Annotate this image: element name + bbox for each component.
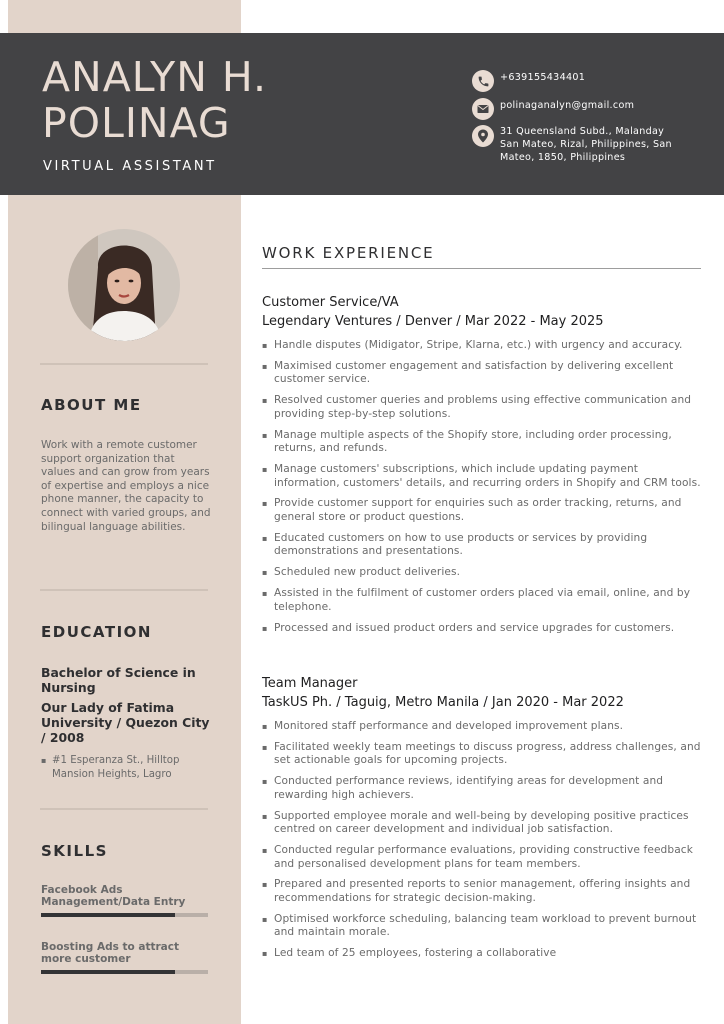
postal-address: 31 Queensland Subd., Malanday San Mateo, Rizal, Philippines, San Mateo, 1850, Philippines — [500, 126, 672, 163]
job-bullet: ▪ Monitored staff performance and developed improvement plans. — [262, 720, 702, 734]
job-bullet: ▪ Scheduled new product deliveries. — [262, 566, 702, 580]
job-bullet: ▪ Manage customers' subscriptions, which include updating payment information, customers' details, and recurring orders in Shopify and CRM tools. — [262, 463, 702, 490]
skill-label: Boosting Ads to attract more customer — [41, 941, 180, 965]
job-bullet: ▪ Provide customer support for enquiries such as order tracking, returns, and general store or product questions. — [262, 497, 702, 524]
job-subtitle: Legendary Ventures / Denver / Mar 2022 - May 2025 — [262, 314, 604, 329]
job-bullet: ▪ Supported employee morale and well-being by developing positive practices centred on career development and individual job satisfaction. — [262, 810, 702, 837]
job-title: Team Manager — [262, 676, 358, 691]
job-bullet-list — [262, 339, 702, 642]
sidebar-divider — [40, 589, 208, 591]
bullet-marker: ▪ — [41, 756, 47, 765]
job-bullet: ▪ Conducted regular performance evaluations, providing constructive feedback and personalised development plans for team members. — [262, 844, 702, 871]
job-role: VIRTUAL ASSISTANT — [43, 159, 217, 174]
candidate-name — [42, 54, 267, 146]
skill-bar-track — [41, 913, 208, 917]
job-bullet-list — [262, 720, 702, 968]
phone-number[interactable]: +639155434401 — [500, 72, 586, 83]
work-experience-title: WORK EXPERIENCE — [262, 244, 435, 262]
skill-bar-fill — [41, 913, 175, 917]
job-bullet: ▪ Optimised workforce scheduling, balancing team workload to prevent burnout and maintain morale. — [262, 913, 702, 940]
about-text: Work with a remote customer support organization that values and can grow from years of expertise and employs a nice phone manner, the capacity to connect with varied groups, and bilingual language abilities. — [41, 439, 211, 533]
section-divider — [262, 268, 701, 269]
sidebar-divider — [40, 808, 208, 810]
job-subtitle: TaskUS Ph. / Taguig, Metro Manila / Jan 2020 - Mar 2022 — [262, 695, 624, 710]
contact-address — [472, 125, 685, 164]
job-bullet: ▪ Educated customers on how to use products or services by providing demonstrations and presentations. — [262, 532, 702, 559]
phone-icon — [472, 70, 494, 92]
profile-photo — [68, 229, 180, 341]
name-line-2: POLINAG — [42, 99, 231, 147]
job-bullet: ▪ Maximised customer engagement and satisfaction by delivering excellent customer service. — [262, 360, 702, 387]
job-bullet: ▪ Processed and issued product orders and service upgrades for customers. — [262, 622, 702, 636]
skill-label: Facebook Ads Management/Data Entry — [41, 884, 186, 908]
skills-title: SKILLS — [41, 842, 108, 860]
location-pin-icon — [472, 125, 494, 147]
education-degree: Bachelor of Science in Nursing — [41, 665, 196, 695]
education-title: EDUCATION — [41, 623, 152, 641]
contact-email — [472, 98, 685, 120]
job-bullet: ▪ Manage multiple aspects of the Shopify store, including order processing, returns, and refunds. — [262, 429, 702, 456]
skill-bar-fill — [41, 970, 175, 974]
about-title: ABOUT ME — [41, 396, 142, 414]
contact-phone — [472, 70, 685, 92]
skill-bar-track — [41, 970, 208, 974]
job-bullet: ▪ Prepared and presented reports to senior management, offering insights and recommendations for strategic decision-making. — [262, 878, 702, 905]
education-school: Our Lady of Fatima University / Quezon City / 2008 — [41, 700, 210, 745]
education-address — [41, 754, 211, 782]
education-address-text: #1 Esperanza St., Hilltop Mansion Heights, Lagro — [52, 755, 180, 780]
job-bullet: ▪ Assisted in the fulfilment of customer orders placed via email, online, and by telephone. — [262, 587, 702, 614]
email-address[interactable]: polinaganalyn@gmail.com — [500, 100, 635, 111]
job-bullet: ▪ Resolved customer queries and problems using effective communication and providing step-by-step solutions. — [262, 394, 702, 421]
job-bullet: ▪ Handle disputes (Midigator, Stripe, Klarna, etc.) with urgency and accuracy. — [262, 339, 702, 353]
job-bullet: ▪ Conducted performance reviews, identifying areas for development and rewarding high achievers. — [262, 775, 702, 802]
job-bullet: ▪ Facilitated weekly team meetings to discuss progress, address challenges, and set actionable goals for upcoming projects. — [262, 741, 702, 768]
sidebar-divider — [40, 363, 208, 365]
mail-icon — [472, 98, 494, 120]
name-line-1: ANALYN H. — [42, 53, 268, 101]
job-bullet: ▪ Led team of 25 employees, fostering a collaborative — [262, 947, 702, 961]
job-title: Customer Service/VA — [262, 295, 399, 310]
